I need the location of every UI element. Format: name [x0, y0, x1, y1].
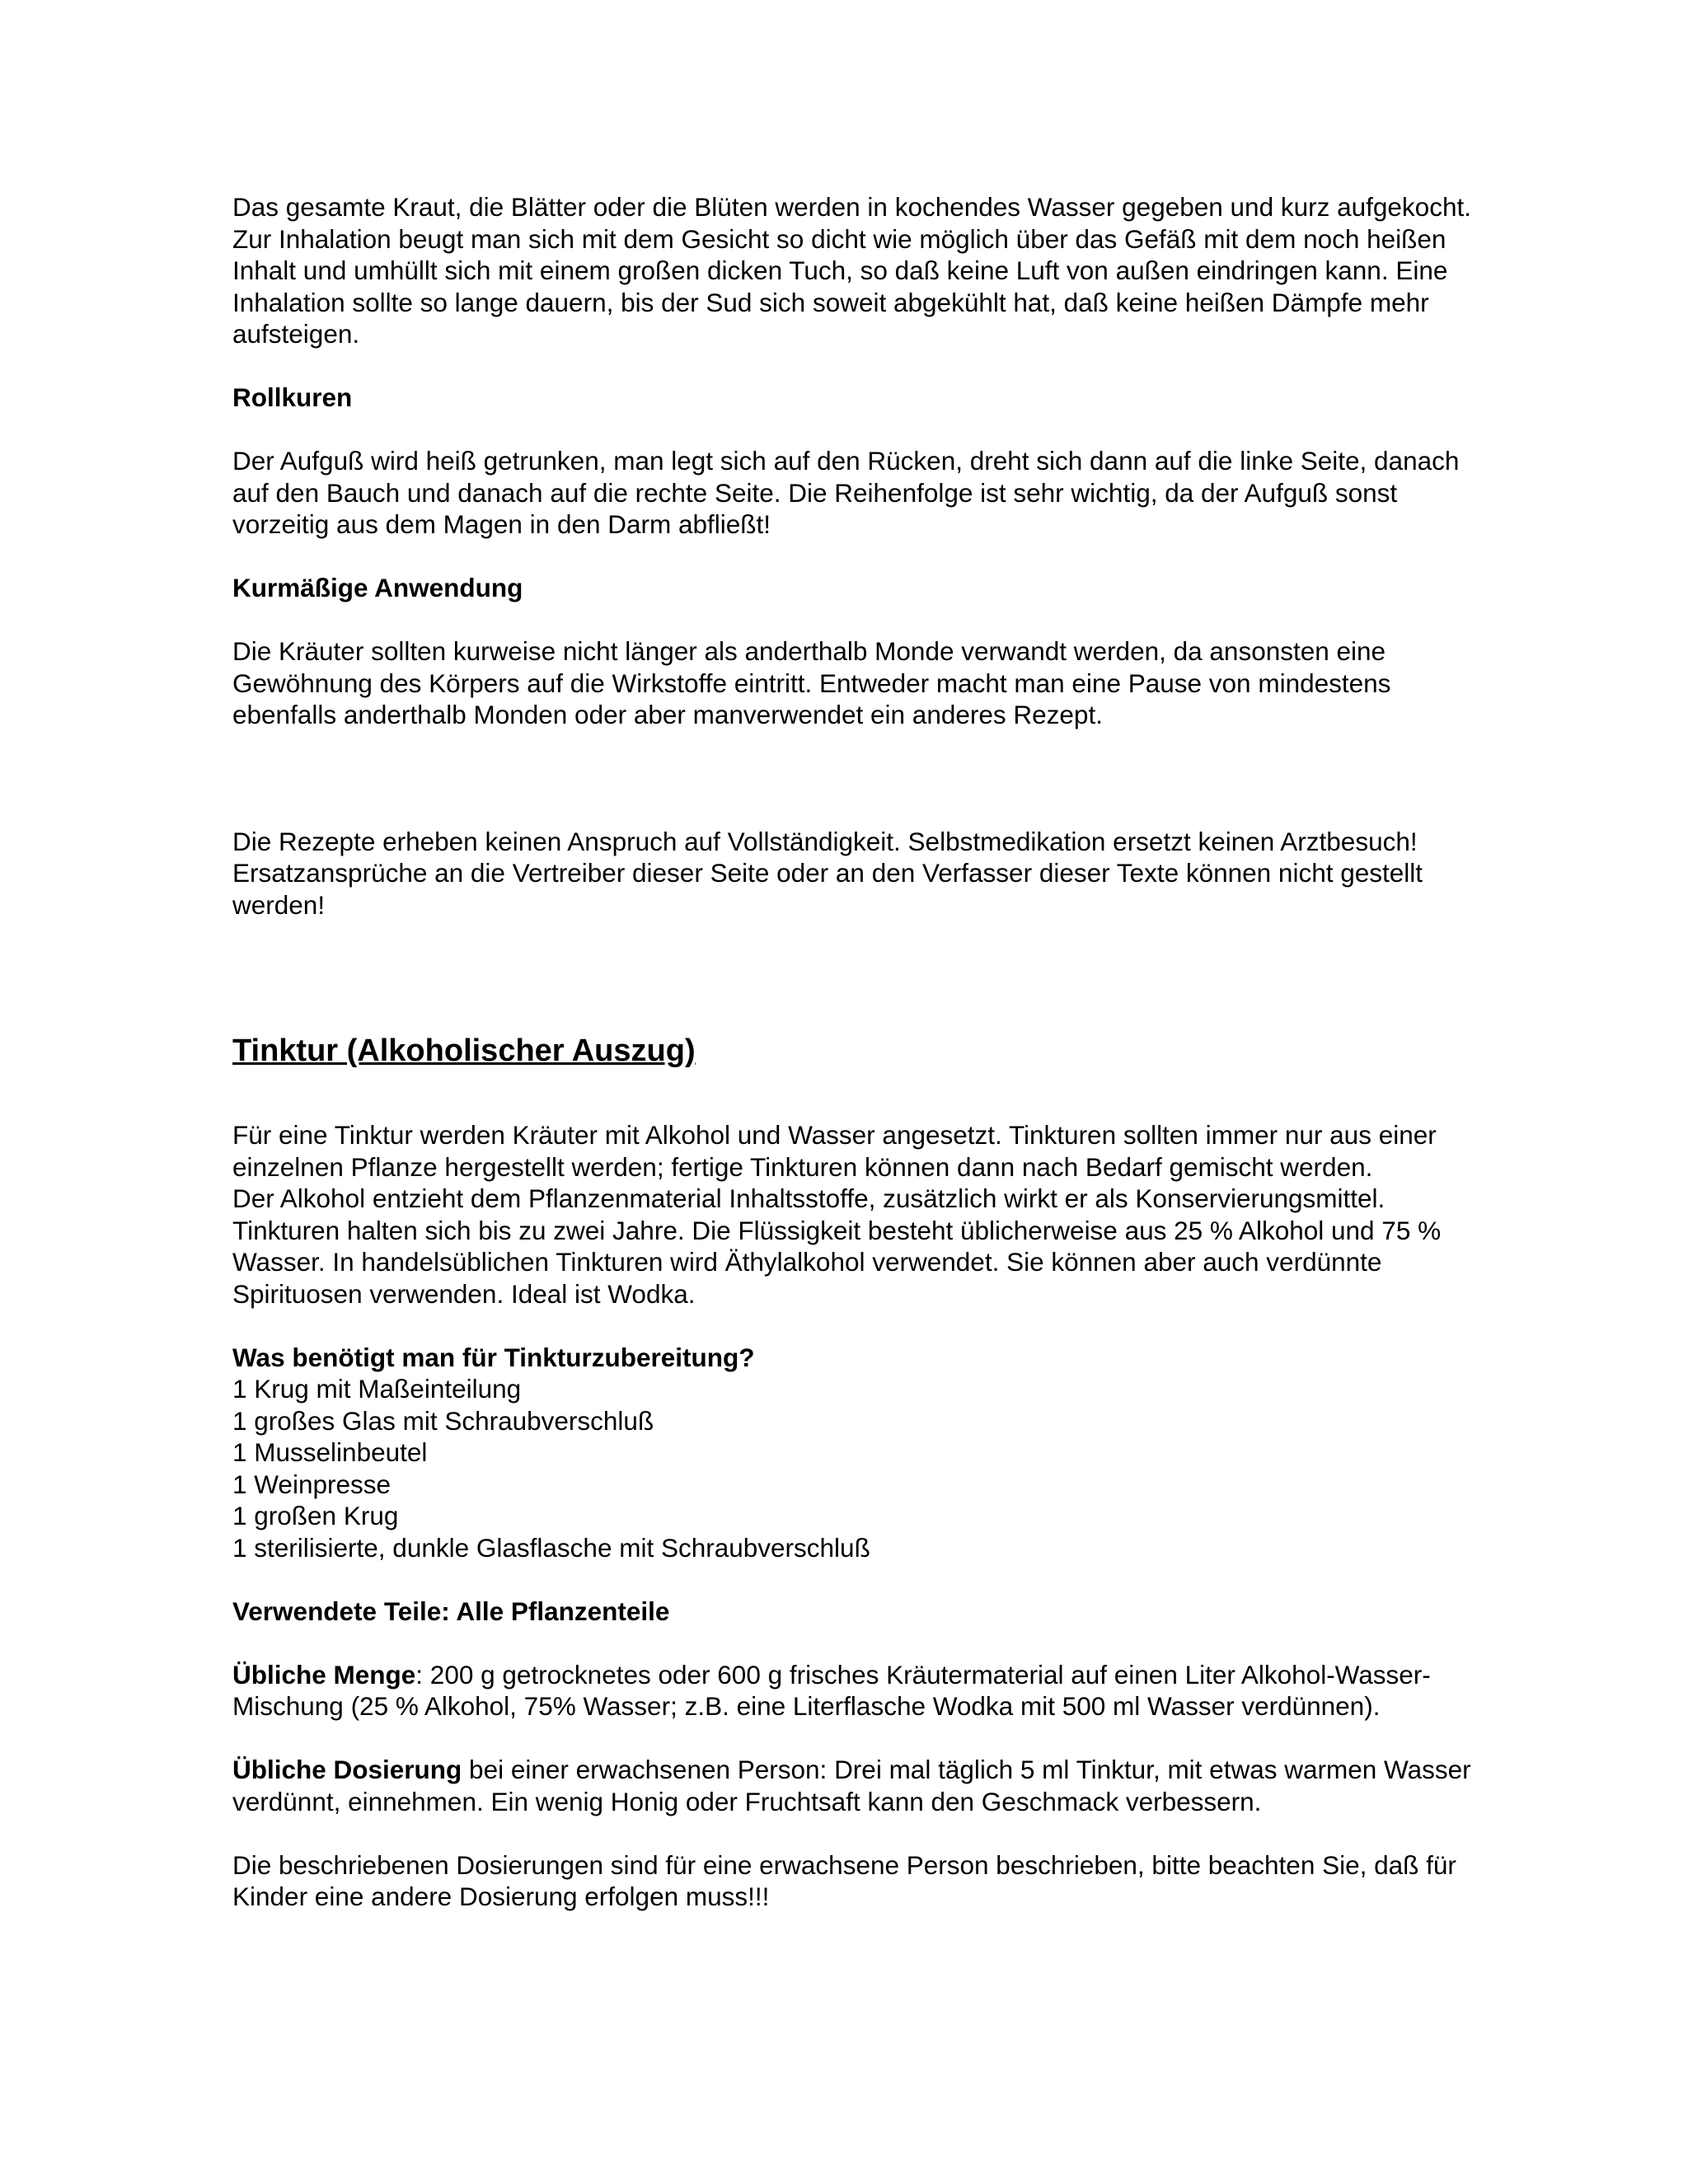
needs-heading: Was benötigt man für Tinkturzubereitung?	[232, 1342, 755, 1372]
menge-text: : 200 g getrocknetes oder 600 g frisches Kräutermaterial auf einen Liter Alkohol-Wasser-Mischung (25 % Alkohol, 75% Wasser; z.B. eine Literflasche Wodka mit 500 ml Wasser verdünnen).	[232, 1659, 1431, 1721]
list-item: 1 großen Krug	[232, 1501, 399, 1530]
rollkuren-heading: Rollkuren	[232, 382, 353, 412]
dosierung-paragraph	[232, 1754, 1485, 1817]
tinktur-paragraph-1: Für eine Tinktur werden Kräuter mit Alkohol und Wasser angesetzt. Tinkturen sollten immer nur aus einer einzelnen Pflanze hergestellt werden; fertige Tinkturen können dann nach Bedarf gemischt werden.	[232, 1120, 1437, 1182]
needs-list	[232, 1373, 1485, 1563]
list-item: 1 Musselinbeutel	[232, 1437, 428, 1467]
tinktur-paragraph-2: Der Alkohol entzieht dem Pflanzenmaterial Inhaltsstoffe, zusätzlich wirkt er als Konservierungsmittel. Tinkturen halten sich bis zu zwei Jahre. Die Flüssigkeit besteht üblicherweise aus 25 % Alkohol und 75 % Wasser. In handelsüblichen Tinkturen wird Äthylalkohol verwendet. Sie können aber auch verdünnte Spirituosen verwenden. Ideal ist Wodka.	[232, 1183, 1442, 1309]
intro-paragraph: Das gesamte Kraut, die Blätter oder die Blüten werden in kochendes Wasser gegeben und kurz aufgekocht. Zur Inhalation beugt man sich mit dem Gesicht so dicht wie möglich über das Gefäß mit dem noch heißen Inhalt und umhüllt sich mit einem großen dicken Tuch, so daß keine Luft von außen eindringen kann. Eine Inhalation sollte so lange dauern, bis der Sud sich soweit abgekühlt hat, daß keine heißen Dämpfe mehr aufsteigen.	[232, 192, 1471, 349]
dosierung-label: Übliche Dosierung	[232, 1755, 462, 1784]
rollkuren-paragraph: Der Aufguß wird heiß getrunken, man legt sich auf den Rücken, dreht sich dann auf die linke Seite, danach auf den Bauch und danach auf die rechte Seite. Die Reihenfolge ist sehr wichtig, da der Aufguß sonst vorzeitig aus dem Magen in den Darm abfließt!	[232, 446, 1460, 539]
menge-label: Übliche Menge	[232, 1659, 416, 1690]
parts-line: Verwendete Teile: Alle Pflanzenteile	[232, 1596, 670, 1626]
kur-heading: Kurmäßige Anwendung	[232, 573, 523, 602]
document-page	[232, 191, 1485, 1913]
kur-paragraph: Die Kräuter sollten kurweise nicht länger als anderthalb Monde verwandt werden, da ansonsten eine Gewöhnung des Körpers auf die Wirkstoffe eintritt. Entweder macht man eine Pause von mindestens ebenfalls anderthalb Monden oder aber manverwendet ein anderes Rezept.	[232, 636, 1391, 729]
menge-paragraph	[232, 1659, 1485, 1722]
list-item: 1 sterilisierte, dunkle Glasflasche mit Schraubverschluß	[232, 1532, 870, 1563]
disclaimer-paragraph: Die Rezepte erheben keinen Anspruch auf Vollständigkeit. Selbstmedikation ersetzt keinen Arztbesuch! Ersatzansprüche an die Vertreiber dieser Seite oder an den Verfasser dieser Texte können nicht gestellt werden!	[232, 826, 1423, 920]
list-item: 1 großes Glas mit Schraubverschluß	[232, 1405, 654, 1436]
list-item: 1 Weinpresse	[232, 1469, 392, 1499]
list-item: 1 Krug mit Maßeinteilung	[232, 1374, 522, 1404]
dosierung-text: bei einer erwachsenen Person: Drei mal täglich 5 ml Tinktur, mit etwas warmen Wasser verdünnt, einnehmen. Ein wenig Honig oder Fruchtsaft kann den Geschmack verbessern.	[232, 1755, 1471, 1816]
tinktur-title: Tinktur (Alkoholischer Auszug)	[232, 1033, 696, 1068]
dosage-note: Die beschriebenen Dosierungen sind für eine erwachsene Person beschrieben, bitte beachten Sie, daß für Kinder eine andere Dosierung erfolgen muss!!!	[232, 1849, 1456, 1911]
